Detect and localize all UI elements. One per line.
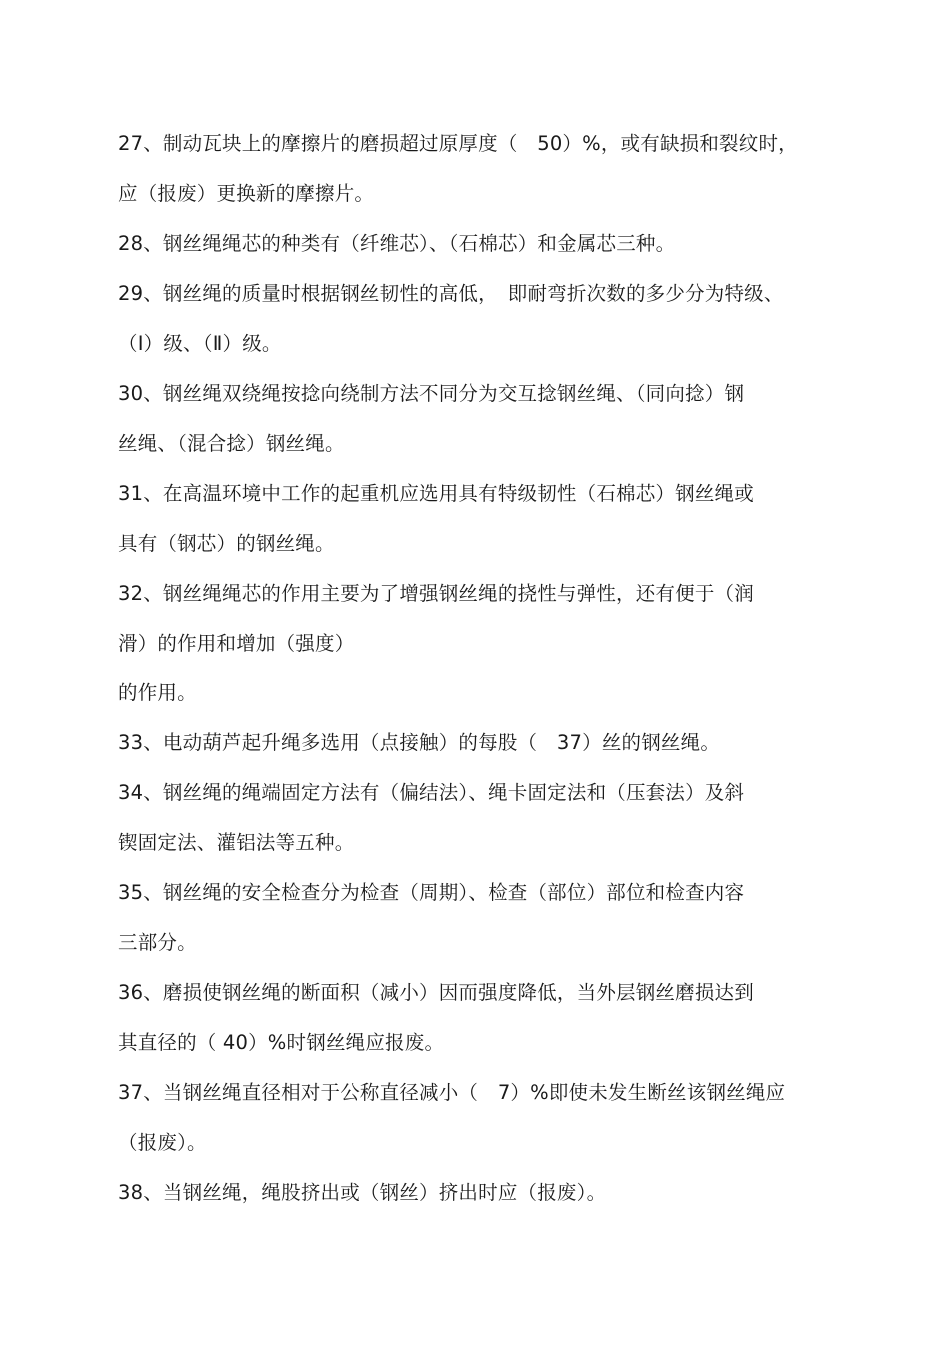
text-line: 31、在高温环境中工作的起重机应选用具有特级韧性（石棉芯）钢丝绳或	[118, 482, 754, 505]
text-line: 应（报废）更换新的摩擦片。	[118, 182, 375, 205]
text-line: 具有（钢芯）的钢丝绳。	[118, 532, 335, 555]
text-line: 29、钢丝绳的质量时根据钢丝韧性的高低， 即耐弯折次数的多少分为特级、	[118, 282, 784, 305]
text-line: 的作用。	[118, 681, 197, 704]
text-line: （报废）。	[118, 1131, 207, 1154]
text-line: （Ⅰ）级、（Ⅱ）级。	[118, 332, 282, 355]
text-line: 其直径的（ 40）%时钢丝绳应报废。	[118, 1031, 445, 1054]
text-line: 三部分。	[118, 931, 197, 954]
text-line: 滑）的作用和增加（强度）	[118, 632, 355, 655]
text-line: 37、当钢丝绳直径相对于公称直径减小（ 7）%即使未发生断丝该钢丝绳应	[118, 1081, 786, 1104]
text-line: 28、钢丝绳绳芯的种类有（纤维芯）、（石棉芯）和金属芯三种。	[118, 232, 676, 255]
text-line: 锲固定法、灌铝法等五种。	[118, 831, 355, 854]
text-line: 27、制动瓦块上的摩擦片的磨损超过原厚度（ 50）%，或有缺损和裂纹时，	[118, 132, 798, 155]
text-line: 34、钢丝绳的绳端固定方法有（偏结法）、绳卡固定法和（压套法）及斜	[118, 781, 745, 804]
text-line: 38、当钢丝绳，绳股挤出或（钢丝）挤出时应（报废）。	[118, 1181, 607, 1204]
text-line: 32、钢丝绳绳芯的作用主要为了增强钢丝绳的挠性与弹性，还有便于（润	[118, 582, 754, 605]
text-line: 35、钢丝绳的安全检查分为检查（周期）、检查（部位）部位和检查内容	[118, 881, 745, 904]
text-line: 30、钢丝绳双绕绳按捻向绕制方法不同分为交互捻钢丝绳、（同向捻）钢	[118, 382, 745, 405]
text-line: 36、磨损使钢丝绳的断面积（减小）因而强度降低，当外层钢丝磨损达到	[118, 981, 754, 1004]
text-line: 33、电动葫芦起升绳多选用（点接触）的每股（ 37）丝的钢丝绳。	[118, 731, 721, 754]
text-line: 丝绳、（混合捻）钢丝绳。	[118, 432, 345, 455]
